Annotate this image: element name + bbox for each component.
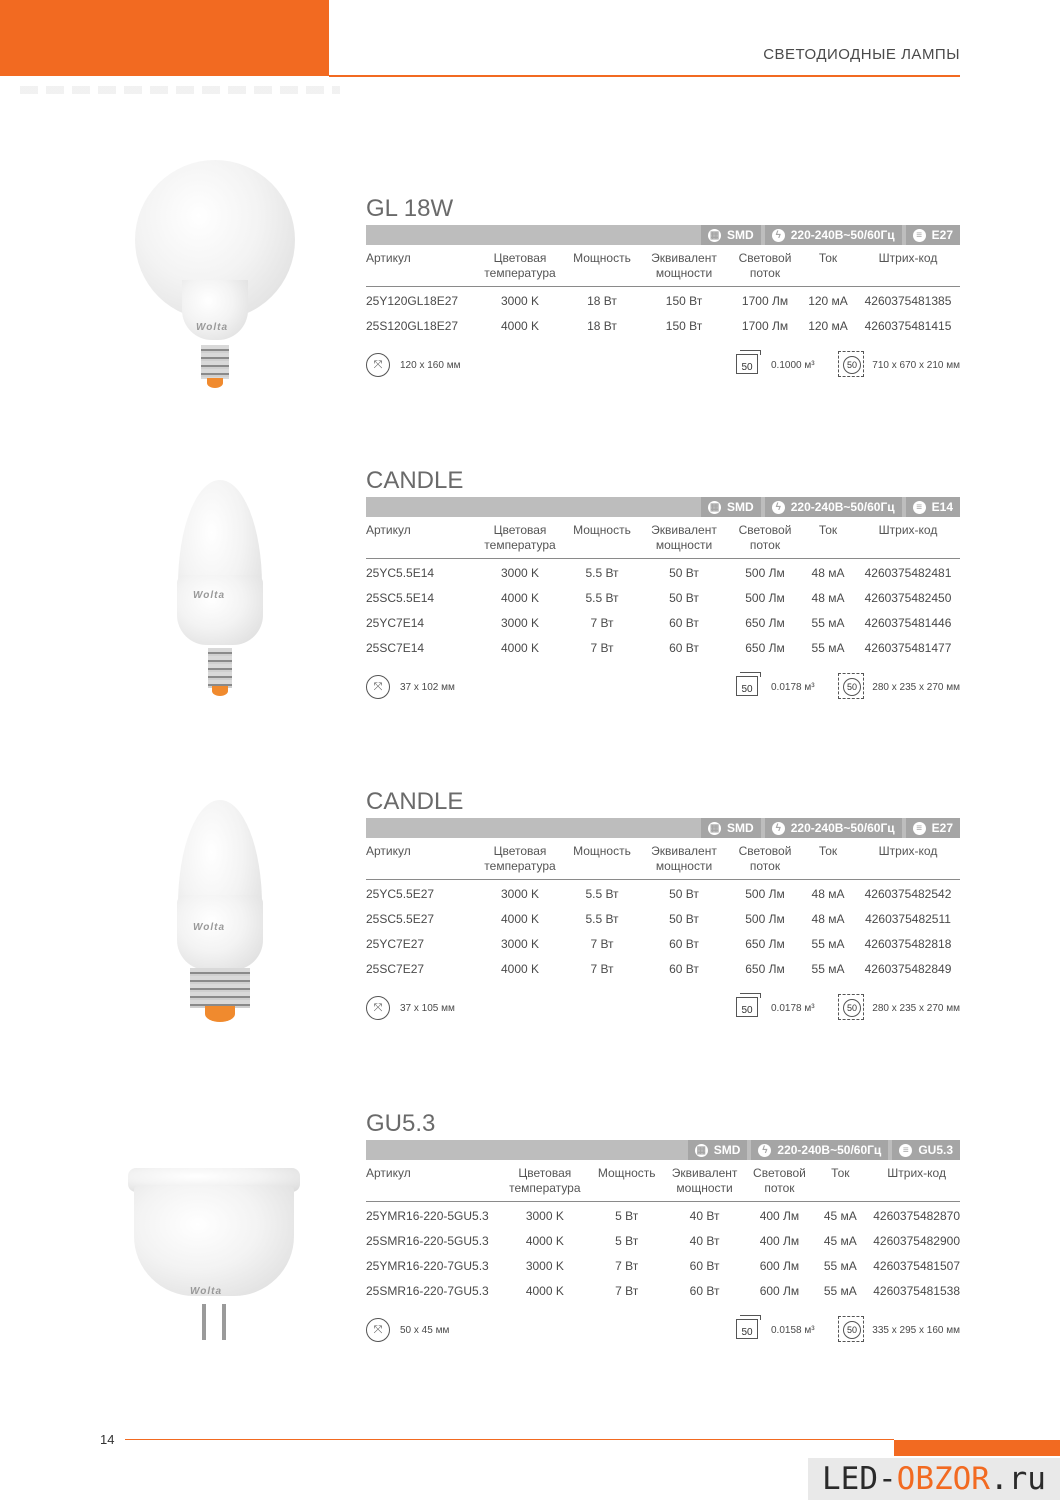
table-cell: 7 Вт [615,1259,639,1273]
table-row [366,636,960,661]
table-cell: 4000 K [500,912,540,926]
watermark-part-2: OBZOR [896,1461,990,1497]
lightning-icon: ϟ [758,1144,771,1157]
column-header: Эквивалент мощности [638,251,730,287]
table-header-row [366,1166,960,1202]
brand-logo: Wolta [193,922,226,933]
box-quantity: 50 [741,684,753,695]
table-cell: 4260375481415 [864,319,952,333]
table-cell: 650 Лм [745,641,785,655]
product-title: GL 18W [366,195,454,222]
box-quantity: 50 [741,1005,753,1016]
voltage-badge [765,497,902,517]
table-cell: 25SMR16-220-7GU5.3 [366,1284,489,1298]
column-header: Ток [800,844,856,880]
box-size: 710 x 670 x 210 мм [872,360,960,371]
socket-badge [906,818,960,838]
table-cell: 4000 K [500,641,540,655]
bulb-image-candle-e27 [175,800,265,1035]
table-cell: 120 мА [808,294,848,308]
table-cell: 55 мА [811,937,845,951]
table-row [366,287,960,315]
box-icon [736,354,758,374]
watermark-part-3: .ru [989,1461,1046,1497]
spec-table [366,523,960,661]
chip-badge [701,818,761,838]
table-cell: 400 Лм [759,1234,800,1248]
table-cell: 4000 K [500,319,540,333]
table-cell: 55 мА [811,641,845,655]
table-cell: 50 Вт [669,887,699,901]
socket-label: E27 [931,228,953,242]
table-cell: 25SMR16-220-5GU5.3 [366,1234,489,1248]
packaging-info [366,673,960,703]
column-header: Световой поток [751,1166,807,1202]
table-cell: 55 мА [823,1284,857,1298]
table-cell: 25YMR16-220-5GU5.3 [366,1209,489,1223]
pallet-quantity: 50 [843,1321,861,1339]
pallet-quantity: 50 [843,356,861,374]
table-cell: 120 мА [808,319,848,333]
header-divider [329,75,960,77]
footer-divider [125,1439,894,1440]
table-cell: 50 Вт [669,566,699,580]
table-cell: 25S120GL18E27 [366,319,459,333]
table-cell: 600 Лм [759,1259,800,1273]
column-header: Штрих-код [856,844,960,880]
pallet-icon [838,1316,864,1342]
voltage-label: 220-240В~50/60Гц [790,228,895,242]
chip-label: SMD [727,821,754,835]
table-cell: 3000 K [500,616,540,630]
dimensions-icon: ⤧ [366,1318,390,1342]
bulb-image-gu53 [128,1168,300,1343]
bulb-image-globe [130,160,300,395]
socket-badge [892,1140,960,1160]
table-cell: 50 Вт [669,912,699,926]
table-cell: 5.5 Вт [585,591,619,605]
chip-label: SMD [713,1143,741,1157]
box-size: 280 x 235 x 270 мм [872,1003,960,1014]
table-cell: 650 Лм [745,616,785,630]
table-header-row [366,844,960,880]
column-header: Эквивалент мощности [658,1166,752,1202]
voltage-label: 220-240В~50/60Гц [790,500,895,514]
table-cell: 60 Вт [669,937,699,951]
column-header: Ток [807,1166,873,1202]
table-cell: 5.5 Вт [585,912,619,926]
table-cell: 500 Лм [745,887,785,901]
table-cell: 25YMR16-220-7GU5.3 [366,1259,489,1273]
product-section [366,788,960,1024]
column-header: Световой поток [730,844,800,880]
table-row [366,907,960,932]
pallet-quantity: 50 [843,999,861,1017]
table-row [366,957,960,982]
table-row [366,1202,960,1230]
socket-label: E27 [931,821,953,835]
table-cell: 55 мА [811,616,845,630]
box-volume: 0.0178 м³ [771,1003,815,1014]
chip-badge [688,1140,748,1160]
box-quantity: 50 [741,362,753,373]
product-title: GU5.3 [366,1110,436,1137]
table-cell: 48 мА [811,887,845,901]
socket-icon: ≡ [913,229,926,242]
socket-icon: ≡ [913,501,926,514]
packaging-info [366,994,960,1024]
chip-label: SMD [727,228,754,242]
table-cell: 25YC5.5E27 [366,887,435,901]
table-cell: 3000 K [500,937,540,951]
box-quantity: 50 [741,1327,753,1338]
pallet-icon [838,673,864,699]
table-cell: 45 мА [823,1209,857,1223]
table-cell: 3000 K [525,1259,564,1273]
table-cell: 150 Вт [665,319,703,333]
voltage-badge [751,1140,888,1160]
product-section [366,467,960,703]
table-cell: 4260375482818 [864,937,952,951]
table-cell: 3000 K [500,294,540,308]
socket-badge [906,225,960,245]
table-cell: 18 Вт [587,319,617,333]
chip-icon: ▦ [709,501,720,513]
spec-table [366,1166,960,1304]
page-category-title: СВЕТОДИОДНЫЕ ЛАМПЫ [763,46,960,63]
table-cell: 5 Вт [615,1234,639,1248]
lightning-icon: ϟ [772,822,785,835]
table-cell: 18 Вт [587,294,617,308]
watermark-part-1: LED- [822,1461,897,1497]
table-cell: 4260375482542 [864,887,952,901]
table-cell: 4000 K [525,1284,564,1298]
product-section [366,1110,960,1346]
bulb-dimensions: 50 x 45 мм [400,1325,450,1336]
table-cell: 55 мА [811,962,845,976]
site-watermark [808,1458,1060,1500]
spec-bar [366,818,960,838]
column-header: Эквивалент мощности [638,523,730,559]
voltage-label: 220-240В~50/60Гц [790,821,895,835]
table-cell: 5.5 Вт [585,566,619,580]
table-cell: 50 Вт [669,591,699,605]
chip-icon: ▦ [696,1144,706,1156]
box-volume: 0.0158 м³ [771,1325,815,1336]
table-cell: 3000 K [500,887,540,901]
product-section [366,195,960,381]
column-header: Артикул [366,1166,494,1202]
table-cell: 7 Вт [590,962,614,976]
table-cell: 40 Вт [689,1209,720,1223]
header-accent-block [0,0,329,76]
table-cell: 500 Лм [745,591,785,605]
table-cell: 1700 Лм [741,319,789,333]
column-header: Мощность [566,523,638,559]
table-row [366,880,960,908]
table-cell: 25SC7E27 [366,962,425,976]
table-cell: 60 Вт [689,1259,720,1273]
bulb-dimensions: 37 x 102 мм [400,682,455,693]
box-volume: 0.1000 м³ [771,360,815,371]
table-cell: 7 Вт [590,641,614,655]
table-cell: 500 Лм [745,566,785,580]
header-faint-decoration [20,86,340,94]
chip-badge [701,225,761,245]
lightning-icon: ϟ [772,501,785,514]
box-icon [736,997,758,1017]
table-cell: 60 Вт [669,962,699,976]
table-row [366,932,960,957]
column-header: Цветовая температура [474,844,566,880]
spec-table [366,251,960,339]
table-cell: 500 Лм [745,912,785,926]
table-cell: 25YC7E14 [366,616,425,630]
table-cell: 25SC7E14 [366,641,425,655]
spec-bar [366,497,960,517]
column-header: Штрих-код [856,251,960,287]
voltage-label: 220-240В~50/60Гц [777,1143,882,1157]
table-cell: 4260375482870 [873,1209,960,1223]
table-cell: 4260375481538 [873,1284,960,1298]
lightning-icon: ϟ [772,229,785,242]
brand-logo: Wolta [193,590,226,601]
column-header: Световой поток [730,251,800,287]
table-cell: 60 Вт [669,641,699,655]
table-row [366,314,960,339]
spec-table [366,844,960,982]
column-header: Цветовая температура [474,523,566,559]
column-header: Штрих-код [856,523,960,559]
socket-icon: ≡ [913,822,926,835]
table-cell: 48 мА [811,912,845,926]
column-header: Мощность [566,844,638,880]
bulb-dimensions: 37 x 105 мм [400,1003,455,1014]
table-cell: 48 мА [811,591,845,605]
spec-bar [366,1140,960,1160]
table-row [366,586,960,611]
page-number: 14 [100,1432,115,1447]
spec-bar [366,225,960,245]
dimensions-icon: ⤧ [366,996,390,1020]
socket-label: GU5.3 [918,1143,953,1157]
table-header-row [366,523,960,559]
table-row [366,559,960,587]
box-size: 335 x 295 x 160 мм [872,1325,960,1336]
table-cell: 600 Лм [759,1284,800,1298]
bulb-dimensions: 120 x 160 мм [400,360,461,371]
table-cell: 4260375481385 [864,294,952,308]
table-cell: 7 Вт [590,937,614,951]
bulb-image-candle-e14 [175,480,265,715]
column-header: Артикул [366,523,474,559]
table-cell: 4260375482849 [864,962,952,976]
brand-logo: Wolta [196,322,229,333]
table-cell: 3000 K [525,1209,564,1223]
table-cell: 650 Лм [745,937,785,951]
socket-badge [906,497,960,517]
table-cell: 7 Вт [615,1284,639,1298]
product-title: CANDLE [366,788,464,815]
table-cell: 25YC5.5E14 [366,566,435,580]
column-header: Мощность [566,251,638,287]
table-cell: 4260375481446 [864,616,952,630]
table-row [366,1279,960,1304]
table-cell: 4260375482900 [873,1234,960,1248]
packaging-info [366,1316,960,1346]
box-volume: 0.0178 м³ [771,682,815,693]
table-cell: 45 мА [823,1234,857,1248]
table-header-row [366,251,960,287]
pallet-icon [838,994,864,1020]
table-cell: 4260375481507 [873,1259,960,1273]
voltage-badge [765,225,902,245]
table-cell: 40 Вт [689,1234,720,1248]
column-header: Ток [800,523,856,559]
footer-accent-block [894,1440,1060,1456]
table-cell: 5 Вт [615,1209,639,1223]
chip-icon: ▦ [709,229,720,241]
table-cell: 4260375482481 [864,566,952,580]
column-header: Штрих-код [873,1166,960,1202]
column-header: Цветовая температура [494,1166,596,1202]
box-icon [736,1319,758,1339]
table-cell: 150 Вт [665,294,703,308]
table-cell: 4000 K [525,1234,564,1248]
column-header: Мощность [596,1166,658,1202]
table-row [366,611,960,636]
dimensions-icon: ⤧ [366,675,390,699]
table-cell: 25SC5.5E14 [366,591,435,605]
table-cell: 25YC7E27 [366,937,425,951]
table-cell: 7 Вт [590,616,614,630]
voltage-badge [765,818,902,838]
pallet-quantity: 50 [843,678,861,696]
column-header: Эквивалент мощности [638,844,730,880]
table-cell: 60 Вт [669,616,699,630]
pallet-icon [838,351,864,377]
table-row [366,1254,960,1279]
table-cell: 25Y120GL18E27 [366,294,459,308]
socket-label: E14 [931,500,953,514]
table-cell: 400 Лм [759,1209,800,1223]
chip-label: SMD [727,500,754,514]
column-header: Ток [800,251,856,287]
dimensions-icon: ⤧ [366,353,390,377]
table-cell: 55 мА [823,1259,857,1273]
table-cell: 48 мА [811,566,845,580]
column-header: Световой поток [730,523,800,559]
brand-logo: Wolta [190,1286,223,1297]
table-cell: 25SC5.5E27 [366,912,435,926]
table-cell: 4260375482450 [864,591,952,605]
table-cell: 3000 K [500,566,540,580]
socket-icon: ≡ [899,1144,912,1157]
packaging-info [366,351,960,381]
box-size: 280 x 235 x 270 мм [872,682,960,693]
table-cell: 60 Вт [689,1284,720,1298]
table-row [366,1229,960,1254]
table-cell: 4260375482511 [865,912,951,926]
table-cell: 1700 Лм [741,294,789,308]
chip-badge [701,497,761,517]
column-header: Артикул [366,251,474,287]
table-cell: 4000 K [500,591,540,605]
table-cell: 4000 K [500,962,540,976]
column-header: Артикул [366,844,474,880]
chip-icon: ▦ [709,822,720,834]
box-icon [736,676,758,696]
table-cell: 650 Лм [745,962,785,976]
product-title: CANDLE [366,467,464,494]
column-header: Цветовая температура [474,251,566,287]
table-cell: 4260375481477 [864,641,952,655]
table-cell: 5.5 Вт [585,887,619,901]
